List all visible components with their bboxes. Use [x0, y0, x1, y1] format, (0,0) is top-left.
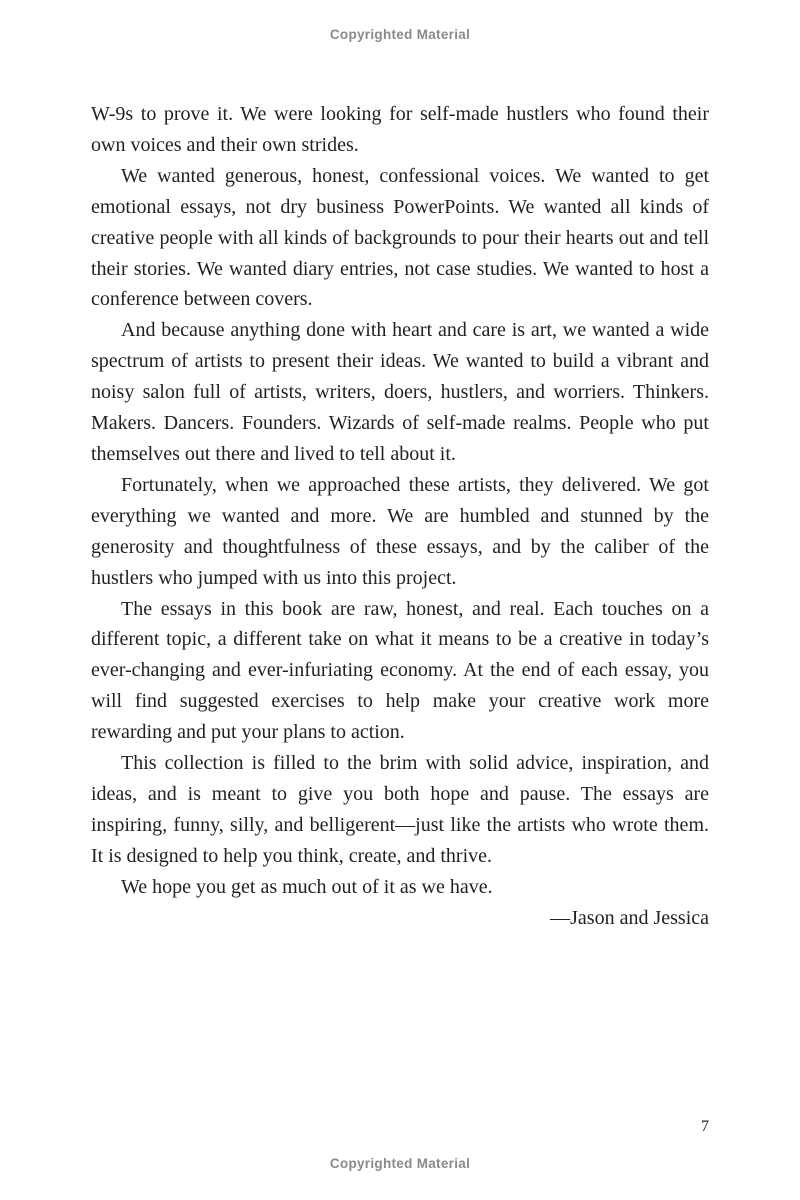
page-body — [91, 99, 709, 933]
body-paragraph: W-9s to prove it. We were looking for self-made hustlers who found their own voices and their own strides. — [91, 103, 709, 156]
author-signature: —Jason and Jessica — [550, 906, 709, 929]
copyright-notice-bottom: Copyrighted Material — [329, 1156, 471, 1171]
body-paragraph: The essays in this book are raw, honest, and real. Each touches on a different topic, a different take on what it means to be a creative in today’s ever-changing and ever-infuriating economy. At the end of each essay, you will find suggested exercises to help make your creative work more rewarding and put your plans to action. — [91, 597, 709, 744]
page-number: 7 — [701, 1118, 709, 1135]
body-paragraph: We hope you get as much out of it as we have. — [121, 875, 493, 898]
body-paragraph: Fortunately, when we approached these artists, they delivered. We got everything we wanted and more. We are humbled and stunned by the generosity and thoughtfulness of these essays, and by the caliber of the hustlers who jumped with us into this project. — [91, 473, 709, 589]
body-paragraph: We wanted generous, honest, confessional voices. We wanted to get emotional essays, not dry business PowerPoints. We wanted all kinds of creative people with all kinds of backgrounds to pour their hearts out and tell their stories. We wanted diary entries, not case studies. We wanted to host a conference between covers. — [91, 164, 709, 311]
body-paragraph: And because anything done with heart and care is art, we wanted a wide spectrum of artists to present their ideas. We wanted to build a vibrant and noisy salon full of artists, writers, doers, hustlers, and worriers. Thinkers. Makers. Dancers. Founders. Wizards of self-made realms. People who put themselves out there and lived to tell about it. — [91, 319, 709, 465]
body-paragraph: This collection is filled to the brim with solid advice, inspiration, and ideas, and is meant to give you both hope and pause. The essays are inspiring, funny, silly, and belligerent—just like the artists who wrote them. It is designed to help you think, create, and thrive. — [91, 752, 709, 867]
copyright-notice-top: Copyrighted Material — [329, 27, 471, 42]
